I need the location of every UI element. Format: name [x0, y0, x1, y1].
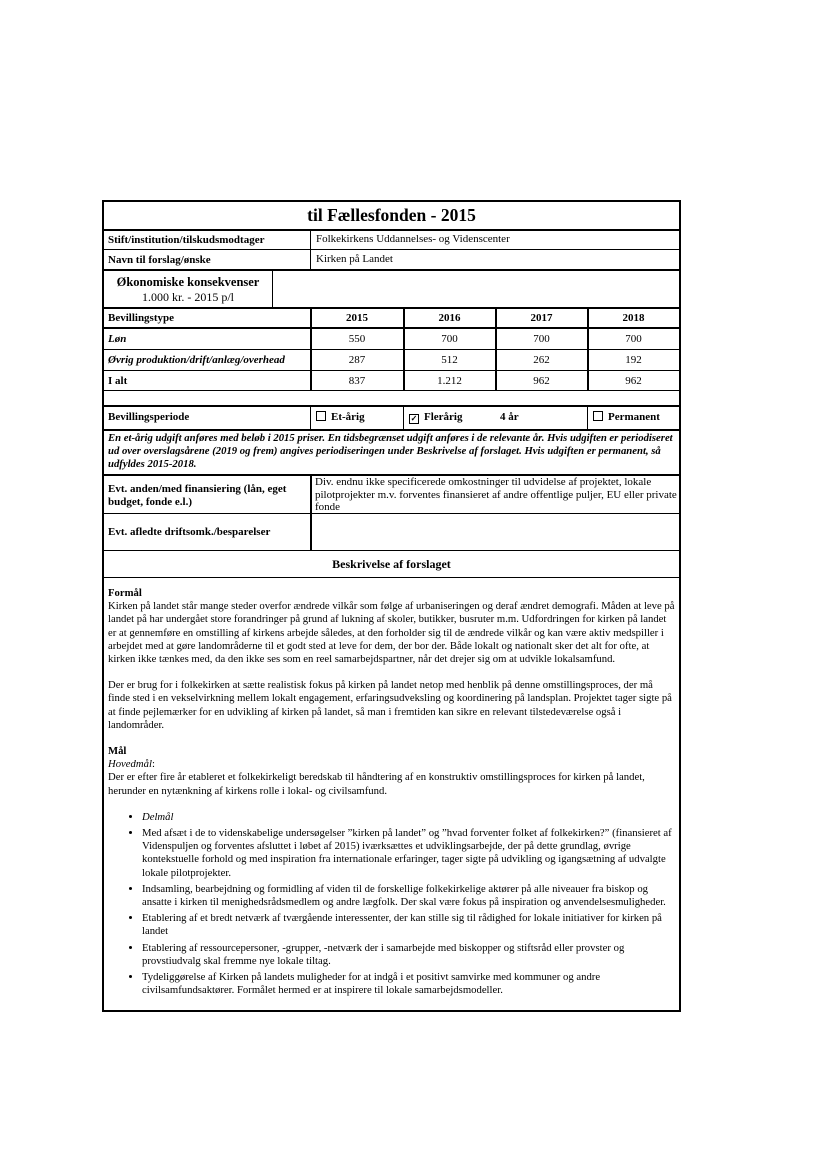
divider: [104, 370, 679, 371]
divider: [104, 513, 679, 514]
divider: [104, 405, 679, 407]
institution-value: Folkekirkens Uddannelses- og Videnscenter: [316, 233, 510, 245]
formaal-paragraph: Der er brug for i folkekirken at sætte realistisk fokus på kirken på landet netop med henblik på denne omstillingsproces, der må finde sted i en vekselvirkning mellem lokalt engagement, erfaringsudveksling og koordinering på landsplan. Projektet tager sigte på at finde pejlemærker for en udvikling af kirken på landet, så man i fremtiden kan sikre en relevant tilstedeværelse også i landområder.: [108, 679, 672, 731]
divider: [104, 429, 679, 431]
budget-cell: 1.212: [437, 375, 462, 387]
year-header: 2015: [346, 312, 368, 324]
divider: [310, 405, 311, 429]
derived-costs-label: Evt. afledte driftsomk./besparelser: [108, 526, 271, 538]
period-label: Bevillingsperiode: [108, 411, 190, 423]
one-year-checkbox[interactable]: [316, 411, 326, 421]
application-form: [102, 200, 681, 1012]
permanent-label: Permanent: [608, 411, 660, 423]
budget-cell: 962: [625, 375, 642, 387]
year-header: 2016: [438, 312, 461, 324]
delmaal-list: [108, 811, 676, 998]
divider: [104, 269, 679, 271]
budget-row-label: Øvrig produktion/drift/anlæg/overhead: [108, 354, 285, 366]
permanent-option[interactable]: [593, 411, 660, 424]
one-year-option[interactable]: [316, 411, 365, 424]
instruction-note: En et-årig udgift anføres med beløb i 2015 priser. En tidsbegrænset udgift anføres i de relevante år. Hvis udgiften er periodiseret ud over overslagsårene (2019 og frem) angives periodiseringen under Beskrivelse af forslaget. Hvis udgiften er permanent, så udfyldes 2015-2018.: [108, 432, 673, 470]
budget-row-label: I alt: [108, 375, 128, 387]
institution-label: Stift/institution/tilskudsmodtager: [108, 234, 265, 246]
list-item: [142, 811, 676, 824]
budget-cell: 700: [441, 333, 458, 345]
financing-label: Evt. anden/med finansiering (lån, eget budget, fonde e.l.): [108, 483, 287, 508]
budget-row-label: Løn: [108, 333, 127, 345]
hovedmaal-label: Hovedmål: [108, 758, 152, 771]
financing-value: Div. endnu ikke specificerede omkostninger til udvidelse af projektet, lokale pilotprojekter m.v. forventes finansieret af andre offentlige puljer, EU eller private fonde: [315, 476, 677, 512]
divider: [587, 405, 588, 429]
list-item: • Etablering af et bredt netværk af tværgående interessenter, der kan stille sig til rådighed for lokale initiativer for kirken på landet: [142, 912, 676, 938]
econ-subtitle: 1.000 kr. - 2015 p/l: [142, 290, 234, 304]
formaal-heading: Formål: [108, 587, 142, 599]
description-body: [108, 587, 676, 1000]
budget-cell: 550: [348, 333, 366, 345]
divider: [104, 229, 679, 231]
description-heading: Beskrivelse af forslaget: [332, 557, 451, 571]
divider: [310, 474, 312, 550]
multi-year-checkbox[interactable]: ✓: [410, 414, 418, 423]
maal-heading: Mål: [108, 745, 127, 758]
budget-cell: 962: [533, 375, 550, 387]
one-year-label: Et-årig: [331, 411, 365, 423]
budget-cell: 512: [441, 354, 458, 366]
hovedmaal-text: Der er efter fire år etableret et folkekirkeligt beredskab til håndtering af en konstruktiv omstillingsproces for kirken på landet, herunder en nytænkning af kirkens rolle i lokal- og civilsamfund.: [108, 771, 645, 797]
year-header: 2017: [530, 312, 553, 324]
list-item: • Etablering af ressourcepersoner, -grupper, -netværk der i samarbejde med biskopper og stiftsråd eller provster og provstiudvalg skal fremme nye lokale tiltag.: [142, 942, 676, 968]
years-text: 4 år: [500, 411, 519, 423]
budget-cell: 837: [348, 375, 366, 387]
econ-title: Økonomiske konsekvenser: [116, 275, 260, 289]
form-title: til Fællesfonden - 2015: [307, 205, 476, 225]
formaal-paragraph: Kirken på landet står mange steder overfor ændrede vilkår som følge af urbaniseringen og deraf ændret demografi. Måden at leve på landet på har undergået store forandringer på grund af lukning af skoler, butikker, busruter m.m. Udfordringen for kirken på landet er at gennemføre en omstilling af kirkens arbejde således, at den forholder sig til de ændrede vilkår og kan være aktiv medspiller i arbejdet med at gøre landområderne til et godt sted at leve for dem, der bor der. Både lokalt og nationalt sker det alt for ofte, at kirken ikke tænkes med, da den ikke ses som en reel samarbejdspartner, når det drejer sig om at udvikle lokalsamfund.: [108, 600, 675, 666]
list-item: • Med afsæt i de to videnskabelige undersøgelser ”kirken på landet” og ”hvad forventer folket af folkekirken?” (finansieret af Videnspuljen og forventes afsluttet i løbet af 2015) iværksættes et udviklingsarbejde, der på dette grundlag, øvrige kontekstuelle forhold og med inspiration fra internationale erfaringer, tager sigte på udvikling og igangsætning af udvalgte lokale pilotprojekter.: [142, 827, 676, 880]
budget-type-header: Bevillingstype: [108, 312, 175, 324]
divider: [104, 390, 679, 391]
multi-year-option[interactable]: [409, 411, 462, 424]
divider: [104, 249, 679, 250]
budget-cell: 287: [348, 354, 366, 366]
divider: [310, 229, 311, 269]
divider: [104, 349, 679, 350]
hovedmaal-label-line: Hovedmål:: [108, 758, 155, 771]
budget-cell: 262: [533, 354, 550, 366]
delmaal-label: Delmål: [142, 810, 174, 823]
permanent-checkbox[interactable]: [593, 411, 603, 421]
proposal-name-label: Navn til forslag/ønske: [108, 254, 211, 266]
divider: [403, 405, 404, 429]
proposal-name-value: Kirken på Landet: [316, 253, 393, 265]
multi-year-label: Flerårig: [424, 411, 463, 423]
budget-cell: 700: [533, 333, 550, 345]
divider: [104, 577, 679, 578]
divider: [104, 550, 679, 551]
year-header: 2018: [622, 312, 645, 324]
budget-cell: 700: [625, 333, 642, 345]
budget-cell: 192: [625, 354, 642, 366]
list-item: • Indsamling, bearbejdning og formidling af viden til de forskellige folkekirkelige aktører på alle niveauer fra biskop og ansatte i kirken til menighedsrådsmedlem og andre lægfolk. Der skal være fokus på inspiration og anvendelsesmuligheder.: [142, 883, 676, 909]
divider: [272, 269, 273, 307]
divider: [104, 307, 679, 309]
divider: [104, 327, 679, 329]
list-item: • Tydeliggørelse af Kirken på landets muligheder for at indgå i et positivt samvirke med kommuner og andre civilsamfundsaktører. Formålet hermed er at inspirere til lokale samarbejdsmodeller.: [142, 971, 676, 997]
